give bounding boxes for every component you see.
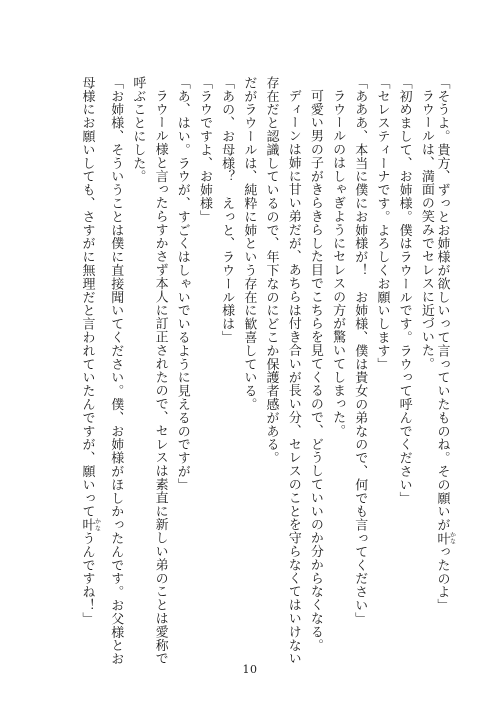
text-line-4: 「セレスティーナです。よろしくお願いします」 bbox=[374, 76, 390, 371]
text-line-9: 存在だと認識しているので、年下なのにどこか保護者感がある。 bbox=[263, 76, 279, 465]
ruby-annotation: 叶 かな bbox=[79, 518, 101, 532]
text-line-1: 「そうよ。貴方、ずっとお姉様が欲しいって言っていたものね。その願いが叶 かなったのよ」 bbox=[434, 76, 456, 613]
text-line-8: ディーンは姉に甘い弟だが、あちらは付き合いが長い分、セレスのことを守らなくてはいけない bbox=[285, 89, 301, 666]
text-line-13: 「あ、はい。ラウが、すごくはしゃいでいるように見えるのですが」 bbox=[174, 76, 190, 492]
text-line-6: ラウールのはしゃぎようにセレスの方が驚いてしまった。 bbox=[330, 89, 346, 438]
text-line-12: 「ラウですよ、お姉様」 bbox=[196, 76, 212, 224]
text-line-10: だがラウールは、純粋に姉という存在に歓喜している。 bbox=[241, 76, 257, 411]
text-line-17: 母様にお願いしても、さすがに無理だと言われていたんですが、願いって叶 かなうんですね！」 bbox=[79, 76, 101, 626]
text-line-15: 呼ぶことにした。 bbox=[130, 76, 146, 184]
text-line-2: ラウールは、満面の笑みでセレスに近づいた。 bbox=[418, 89, 434, 371]
text-line-5: 「あああ、本当に僕にお姉様が！ お姉様、僕は貴女の弟なので、何でも言ってください」 bbox=[352, 76, 368, 626]
ruby-annotation: 叶 かな bbox=[434, 531, 456, 546]
text-line-7: 可愛い男の子がきらきらした目でこちらを見てくるので、どうしていいのか分からなくなる。 bbox=[307, 89, 323, 652]
text-line-3: 「初めまして、お姉様。僕はラウールです。ラウって呼んでください」 bbox=[396, 76, 412, 505]
vertical-text-block bbox=[79, 76, 456, 666]
page-number: 10 bbox=[242, 663, 258, 676]
text-line-14: ラウール様と言ったらすかさず本人に訂正されたので、セレスは素直に新しい弟のことは愛称で bbox=[152, 89, 168, 666]
text-line-16: 「お姉様、そういうことは僕に直接聞いてください。僕、お姉様がほしかったんです。お父様とお bbox=[108, 76, 124, 666]
text-line-11: 「あの、お母様？ えっと、ラウール様は」 bbox=[219, 76, 235, 344]
